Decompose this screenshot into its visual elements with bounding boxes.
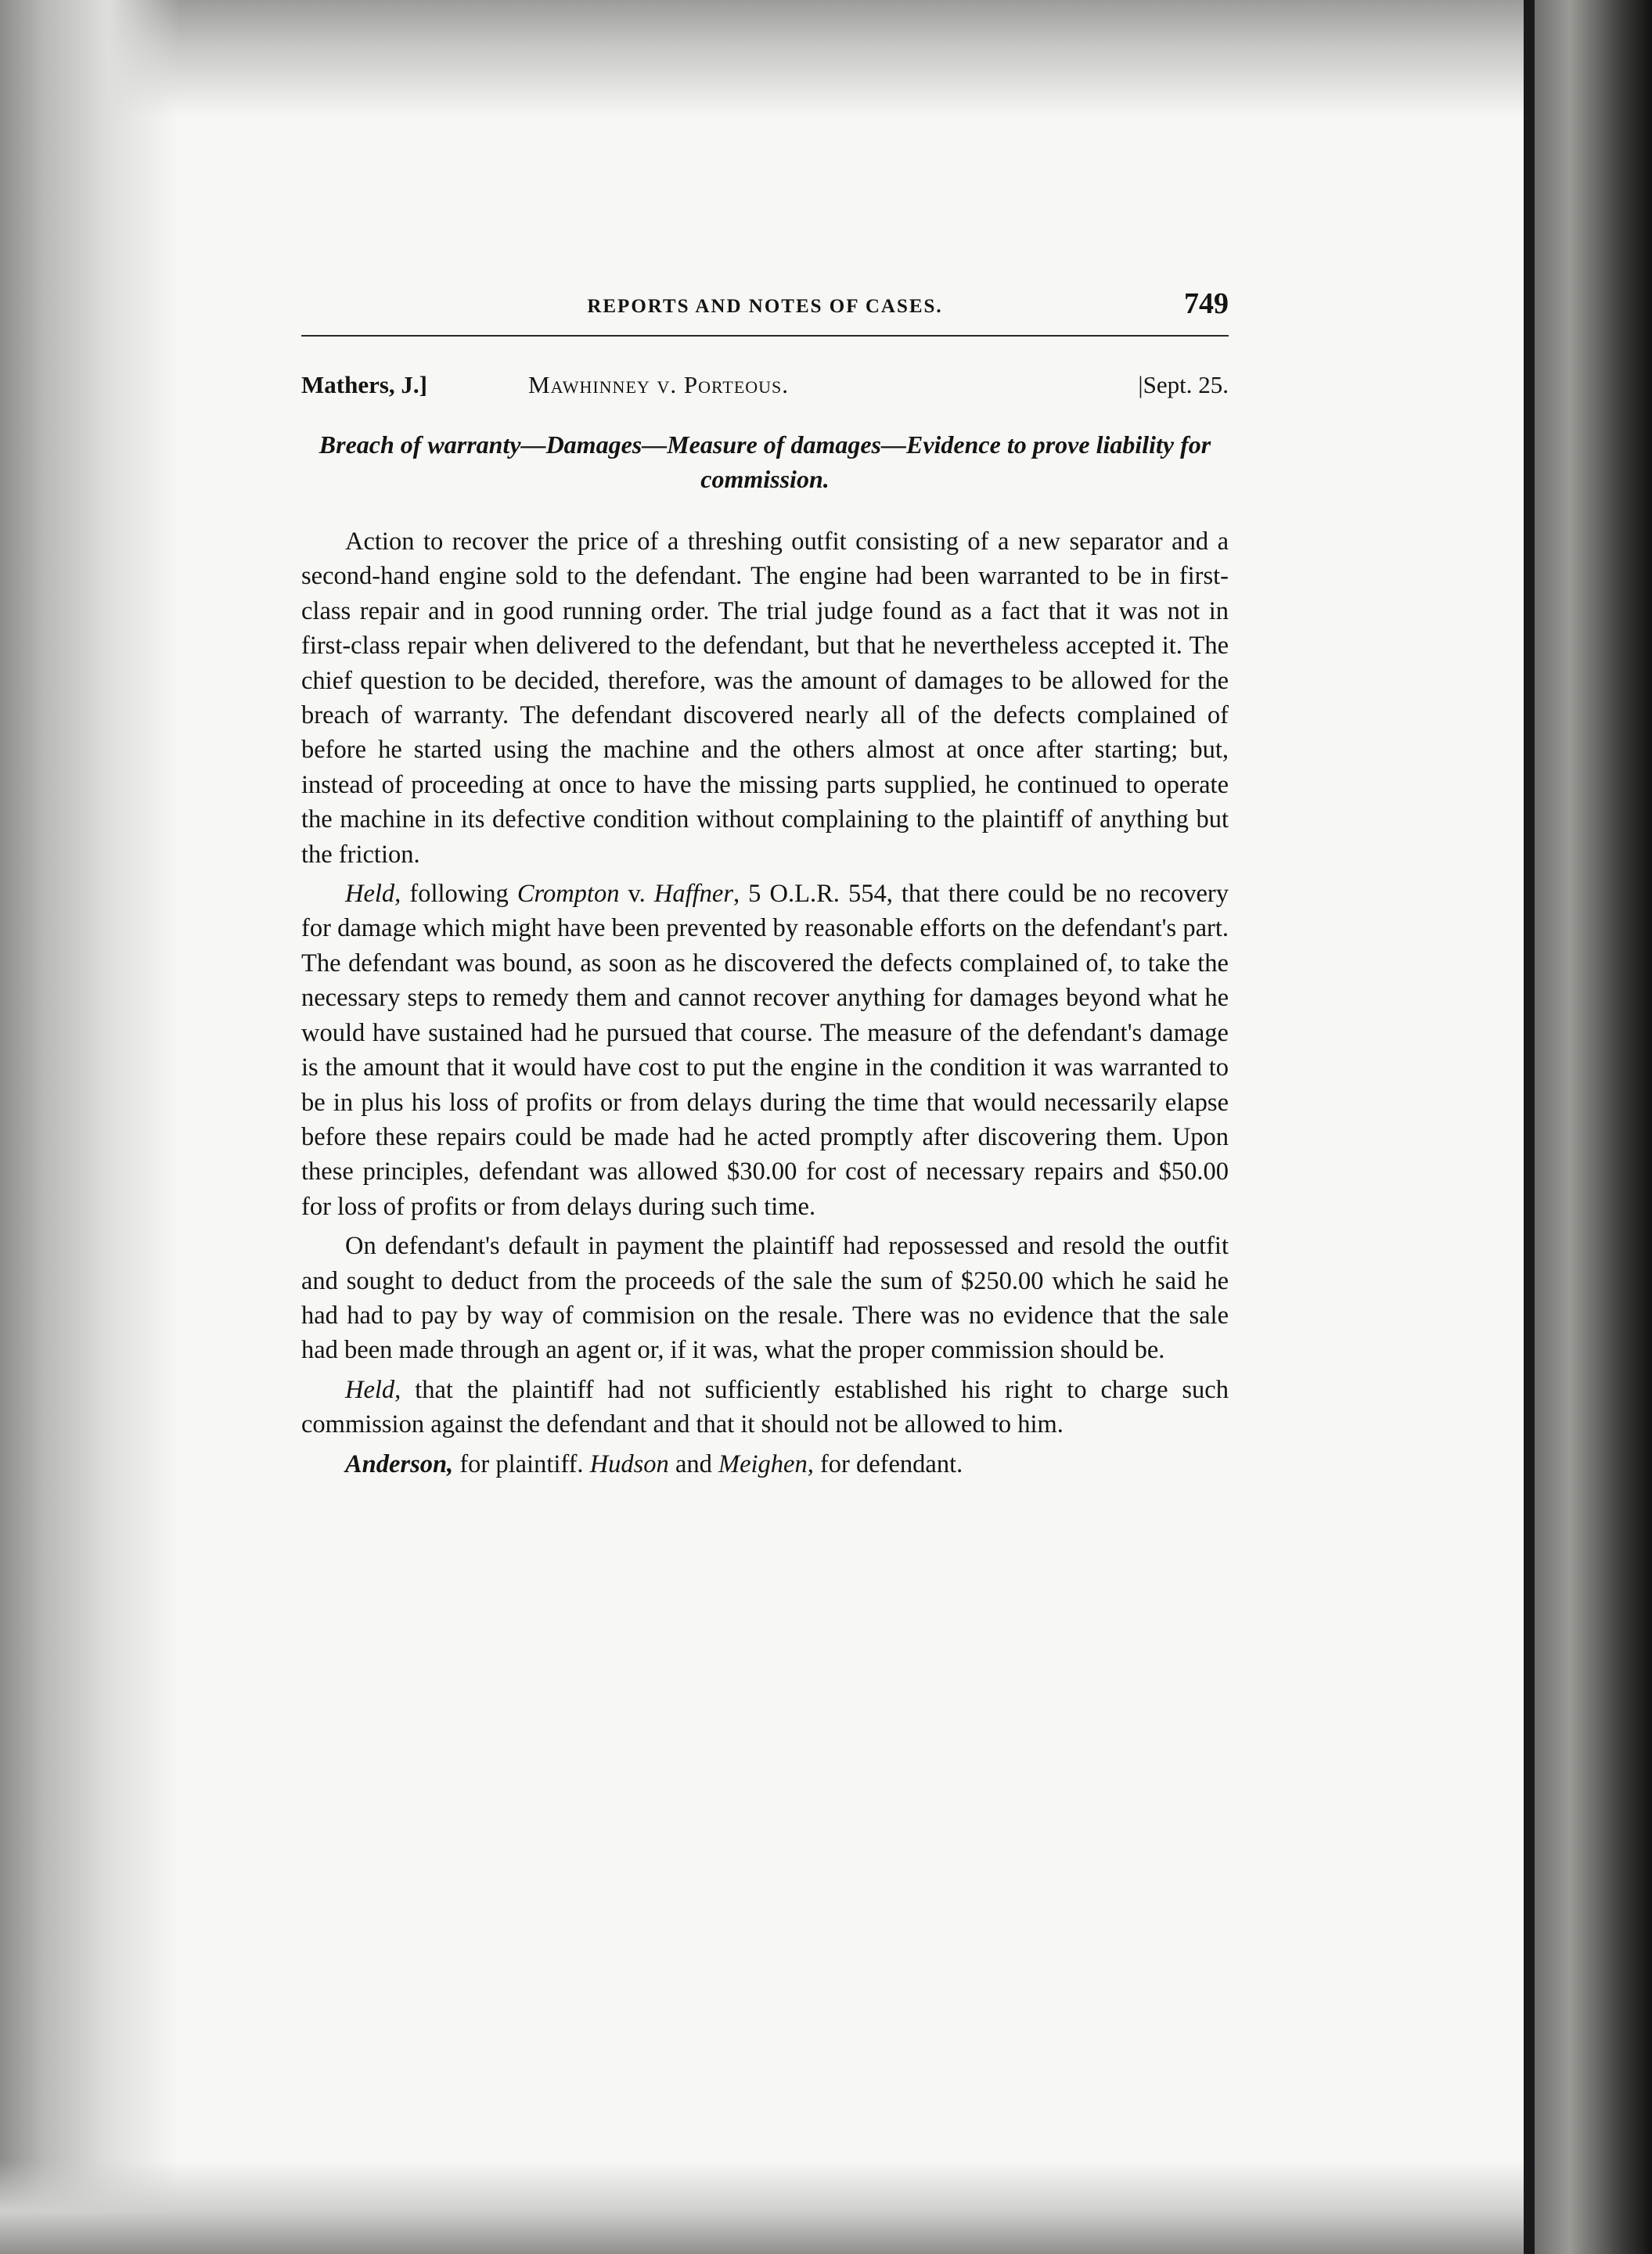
held-text: , 5 O.L.R. 554, that there could be no recovery for damage which might have been prevented by reasonable efforts on the defendant's part. The defendant was bound, as soon as he discovered the defects complained of, to take the necessary steps to remedy them and cannot recover anything for damages beyond what he would have sustained had he pursued that course. The measure of the defendant's damage is the amount that it would have cost to put the engine in the condition it was warranted to be in plus his loss of profits or from delays during the time that would necessarily elapse before these repairs could be made had he acted promptly after discovering them. Upon these principles, defendant was allowed $30.00 for cost of necessary repairs and $50.00 for loss of profits or from delays during such time. [301,880,1229,1221]
facts-paragraph: Action to recover the price of a threshing outfit consisting of a new separator and a second-hand engine sold to the defendant. The engine had been warranted to be in first-class repair and in good running order. The trial judge found as a fact that it was not in first-class repair when delivered to the defendant, but that he nevertheless accepted it. The chief question to be decided, therefore, was the amount of damages to be allowed for the breach of warranty. The defendant discovered nearly all of the defects complained of before he started using the machine and the others almost at once after starting; but, instead of proceeding at once to have the missing parts supplied, he continued to operate the machine in its defective condition without complaining to the plaintiff of anything but the friction. [301,527,1229,869]
page-content [301,282,1229,1486]
held-label: Held, [345,880,401,909]
held-text: that the plaintiff had not sufficiently established his right to charge such commission against the defendant and that it should not be allowed to him. [301,1375,1229,1439]
counsel-text: and [668,1449,718,1478]
held-label: Held, [345,1375,401,1404]
judge-name: Mathers, J.] [301,371,427,398]
counsel-text: for defendant. [813,1449,963,1478]
book-spine [1535,0,1652,2254]
case-caption [301,371,1229,415]
case-date: |Sept. 25. [1138,371,1229,398]
case-name: Mawhinney v. Porteous. [528,371,790,398]
running-head [301,282,1229,329]
header-rule [301,335,1229,337]
cited-case-party-b: Haffner [653,880,733,909]
scan-shadow-left [0,0,180,2254]
cited-case-versus: v. [619,880,654,909]
counsel-line [301,1447,1229,1482]
default-paragraph: On defendant's default in payment the plaintiff had repossessed and resold the outfit and sought to deduct from the proceeds of the sale the sum of $250.00 which he said he had had to pay by way of commision on the resale. There was no evidence that the sale had been made through an agent or, if it was, what the proper commission should be. [301,1232,1229,1365]
cited-case-party-a: Crompton [516,880,620,909]
page-number: 749 [1184,287,1229,320]
headnote: Breach of warranty—Damages—Measure of damages—Evidence to prove liability for commission. [319,430,1211,493]
counsel-text: for plaintiff. [453,1449,590,1478]
scan-shadow-top [0,0,1549,117]
plaintiff-counsel: Anderson, [345,1449,454,1478]
held-text: following [401,880,517,909]
defendant-counsel-2: Meighen, [718,1449,814,1478]
report-body [301,524,1229,1482]
running-title: REPORTS AND NOTES OF CASES. [587,296,943,317]
held-paragraph-1 [301,877,1229,1224]
held-paragraph-2 [301,1373,1229,1442]
scan-shadow-bottom [0,2160,1549,2254]
defendant-counsel-1: Hudson [589,1449,669,1478]
book-gutter-edge [1524,0,1535,2254]
